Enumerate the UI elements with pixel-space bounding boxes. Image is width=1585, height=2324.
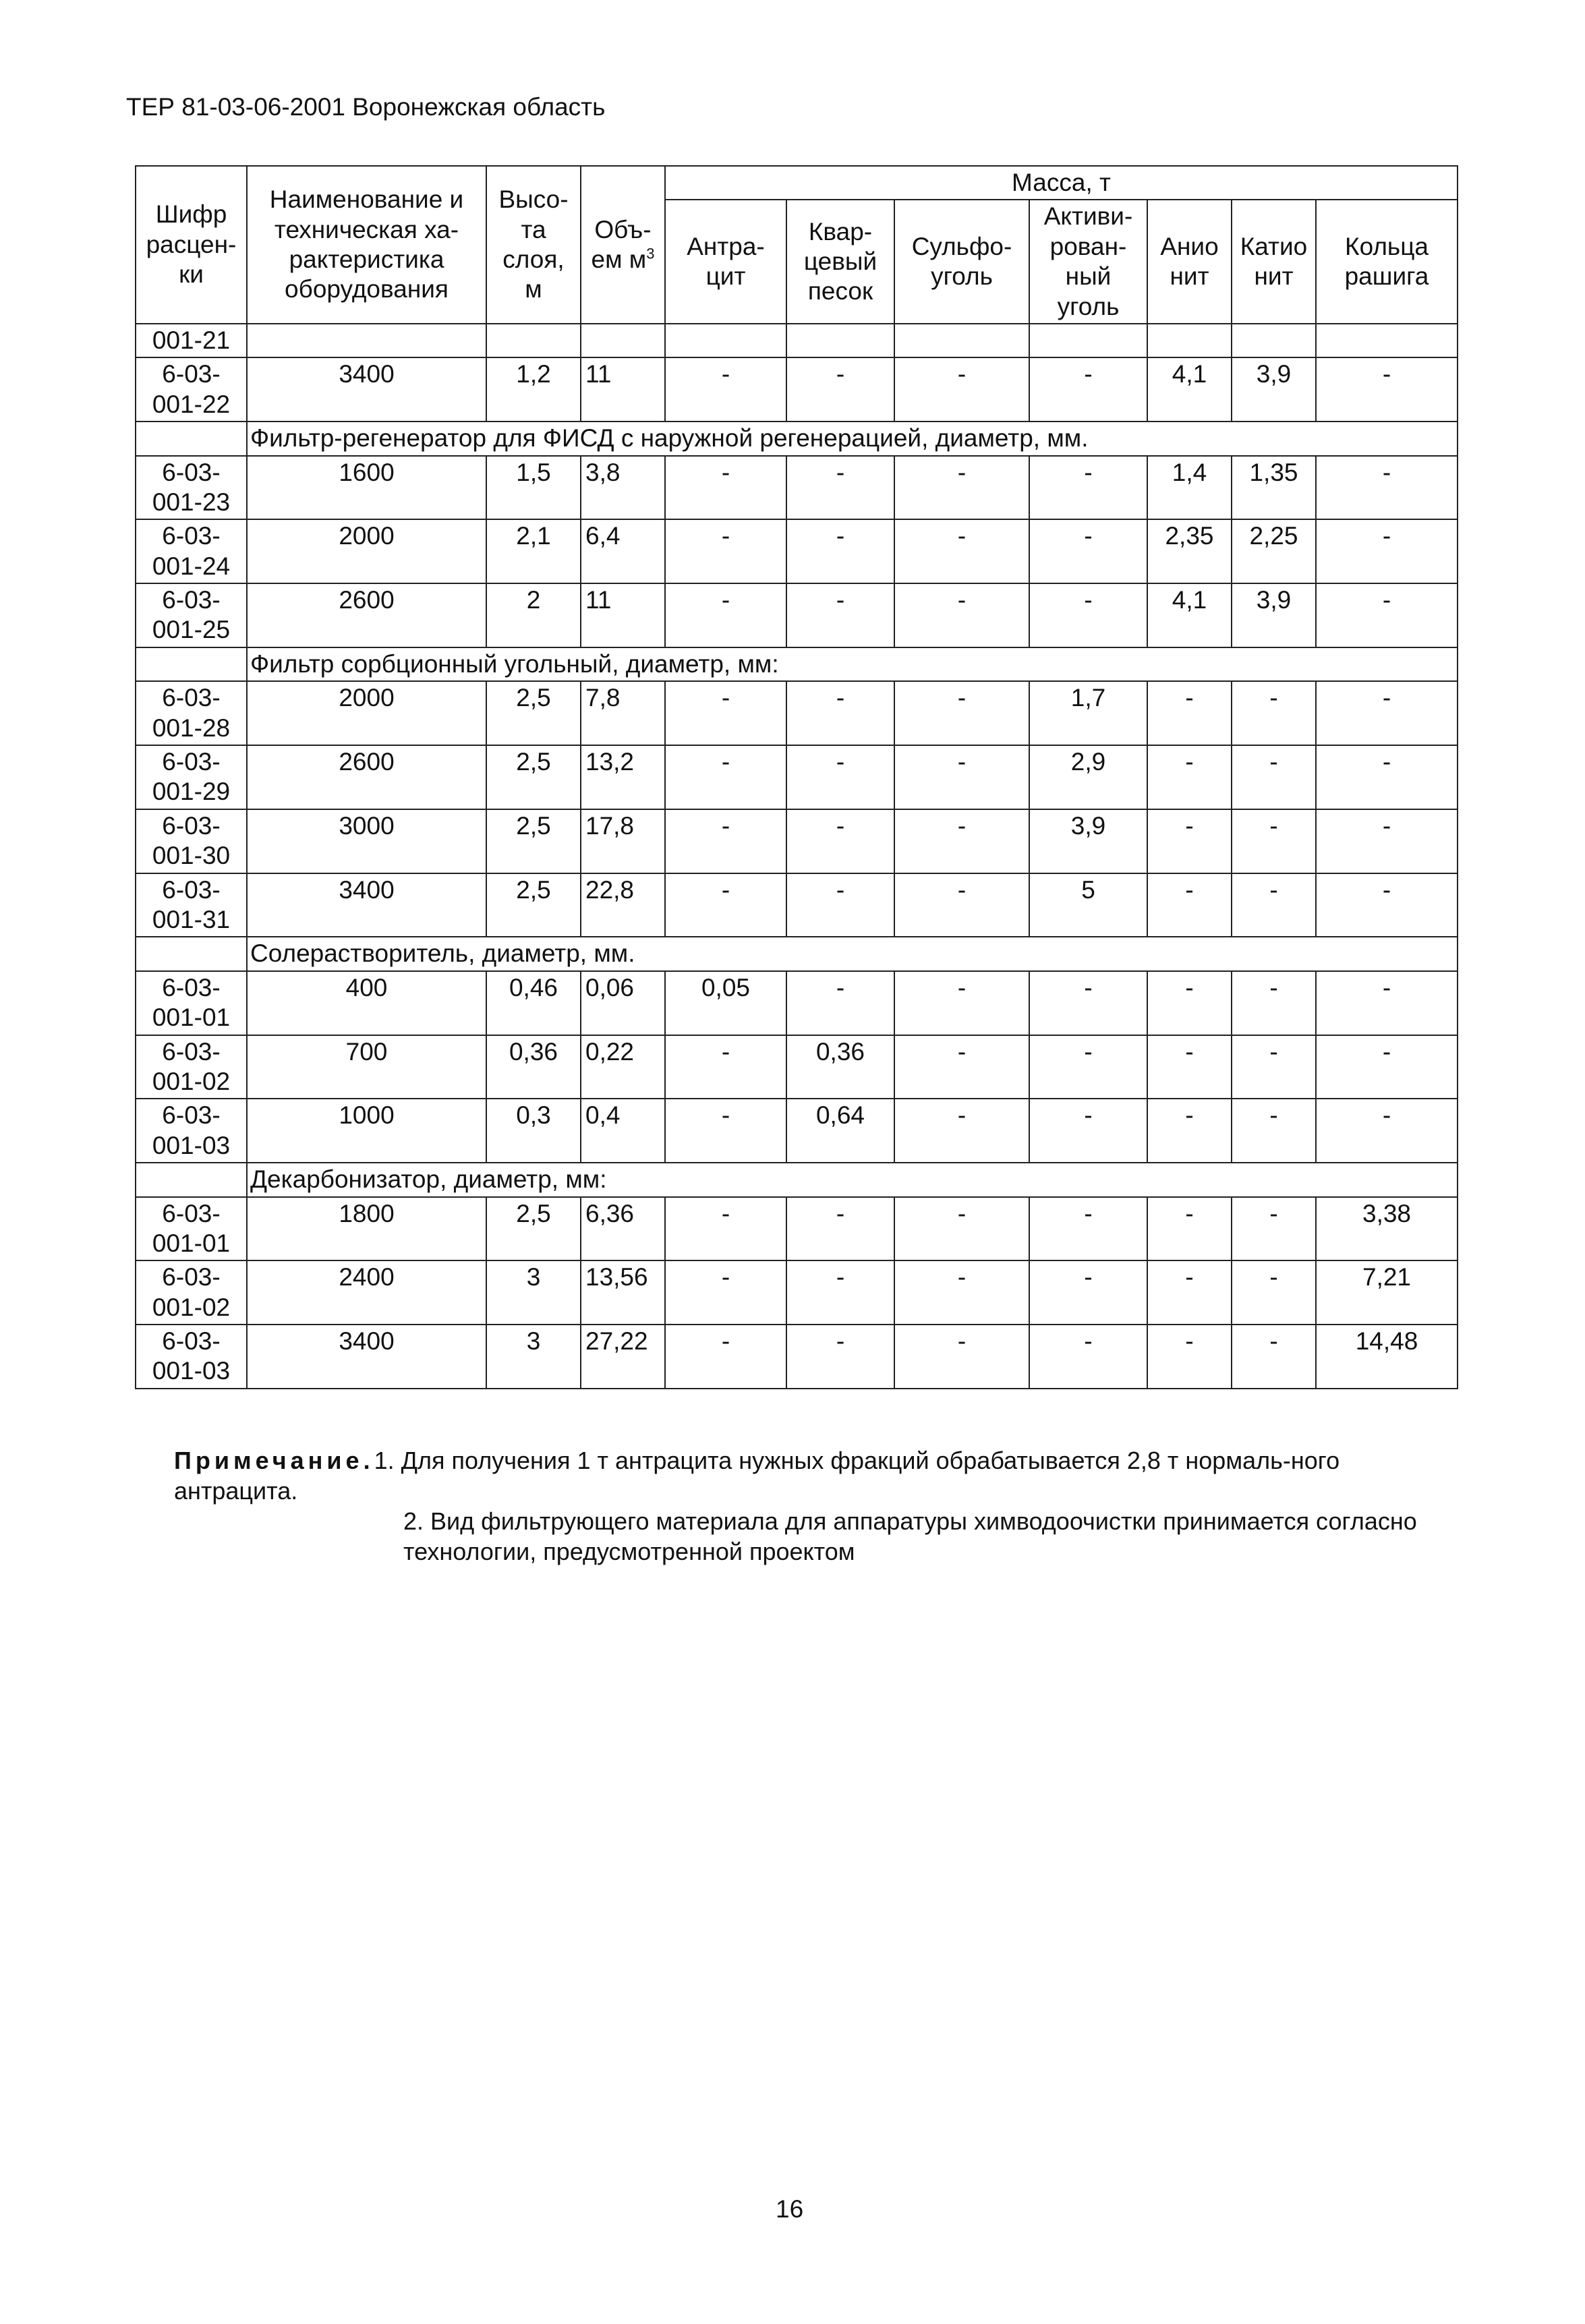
mass-cell: - <box>665 456 786 520</box>
mass-cell: - <box>786 1325 894 1389</box>
mass-cell: - <box>1147 1197 1232 1261</box>
mass-cell: 2,9 <box>1029 745 1147 809</box>
mass-cell: - <box>665 1197 786 1261</box>
section-code-cell <box>136 1163 247 1196</box>
empty-cell <box>247 324 486 357</box>
height-cell: 0,3 <box>486 1099 581 1163</box>
mass-cell: - <box>665 745 786 809</box>
mass-cell: - <box>894 971 1029 1035</box>
header-name: Наименование и техническая ха-рактеристика оборудования <box>247 166 486 324</box>
code-cell: 6-03-001-01 <box>136 971 247 1035</box>
mass-cell: - <box>894 1197 1029 1261</box>
header-mass-col: Сульфо-уголь <box>894 200 1029 324</box>
mass-cell: - <box>1147 1325 1232 1389</box>
height-cell: 0,36 <box>486 1035 581 1099</box>
mass-cell: - <box>1232 1260 1316 1325</box>
code-cell: 6-03-001-29 <box>136 745 247 809</box>
mass-cell: 0,36 <box>786 1035 894 1099</box>
mass-cell: - <box>894 681 1029 745</box>
mass-cell: - <box>1029 1035 1147 1099</box>
mass-cell: - <box>1029 583 1147 647</box>
header-mass-col: Анио нит <box>1147 200 1232 324</box>
section-code-cell <box>136 422 247 455</box>
mass-cell: - <box>786 681 894 745</box>
volume-cell: 17,8 <box>581 809 665 873</box>
header-code: Шифр расцен-ки <box>136 166 247 324</box>
volume-cell: 13,56 <box>581 1260 665 1325</box>
name-cell: 1000 <box>247 1099 486 1163</box>
note-item-1 <box>174 1445 1456 1506</box>
header-mass: Масса, т <box>665 166 1458 200</box>
mass-cell: - <box>1147 971 1232 1035</box>
mass-cell: - <box>1029 1099 1147 1163</box>
mass-cell: 2,35 <box>1147 519 1232 583</box>
mass-cell: - <box>786 456 894 520</box>
code-cell: 6-03-001-24 <box>136 519 247 583</box>
empty-cell <box>665 324 786 357</box>
volume-cell: 7,8 <box>581 681 665 745</box>
mass-cell: - <box>786 971 894 1035</box>
header-height: Высо-та слоя, м <box>486 166 581 324</box>
mass-cell: - <box>1316 809 1458 873</box>
mass-cell: - <box>894 745 1029 809</box>
mass-cell: - <box>1316 583 1458 647</box>
section-code-cell <box>136 647 247 681</box>
mass-cell: - <box>786 1260 894 1325</box>
volume-cell: 13,2 <box>581 745 665 809</box>
mass-cell: - <box>665 1325 786 1389</box>
section-title: Декарбонизатор, диаметр, мм: <box>247 1163 1458 1196</box>
table-row <box>136 681 1458 745</box>
mass-cell: - <box>1147 1035 1232 1099</box>
mass-cell: - <box>1316 873 1458 937</box>
table-row <box>136 1260 1458 1325</box>
mass-cell: 3,9 <box>1029 809 1147 873</box>
table-row <box>136 324 1458 357</box>
name-cell: 2000 <box>247 519 486 583</box>
mass-cell: - <box>894 1325 1029 1389</box>
mass-cell: - <box>1316 519 1458 583</box>
code-cell: 6-03-001-28 <box>136 681 247 745</box>
mass-cell: - <box>1316 1035 1458 1099</box>
name-cell: 2600 <box>247 583 486 647</box>
mass-cell: 5 <box>1029 873 1147 937</box>
mass-cell: - <box>665 1035 786 1099</box>
code-cell: 6-03-001-03 <box>136 1325 247 1389</box>
table-body <box>136 324 1458 1389</box>
mass-cell: - <box>786 583 894 647</box>
note <box>174 1445 1456 1567</box>
name-cell: 1800 <box>247 1197 486 1261</box>
mass-cell: 3,9 <box>1232 583 1316 647</box>
mass-cell: - <box>1316 357 1458 422</box>
mass-cell: 4,1 <box>1147 357 1232 422</box>
mass-cell: - <box>894 1035 1029 1099</box>
section-code-cell <box>136 937 247 970</box>
note-label: Примечание. <box>174 1447 374 1474</box>
name-cell: 2600 <box>247 745 486 809</box>
mass-cell: - <box>894 1099 1029 1163</box>
table-row <box>136 873 1458 937</box>
mass-cell: - <box>1316 971 1458 1035</box>
filter-materials-table <box>135 165 1458 1389</box>
table-row <box>136 971 1458 1035</box>
mass-cell: - <box>1147 873 1232 937</box>
header-mass-col: Квар-цевый песок <box>786 200 894 324</box>
section-title: Солерастворитель, диаметр, мм. <box>247 937 1458 970</box>
section-row <box>136 937 1458 970</box>
note-item-1-text: 1. Для получения 1 т антрацита нужных фракций обрабатывается 2,8 т нормаль-ного антрацита. <box>174 1447 1340 1505</box>
mass-cell: - <box>786 809 894 873</box>
mass-cell: - <box>665 809 786 873</box>
height-cell: 2,1 <box>486 519 581 583</box>
mass-cell: - <box>1232 873 1316 937</box>
empty-cell <box>486 324 581 357</box>
volume-cell: 0,06 <box>581 971 665 1035</box>
mass-cell: - <box>665 519 786 583</box>
mass-cell: - <box>786 745 894 809</box>
table-row <box>136 519 1458 583</box>
section-row <box>136 1163 1458 1196</box>
table-row <box>136 1325 1458 1389</box>
mass-cell: - <box>894 1260 1029 1325</box>
code-cell: 6-03-001-30 <box>136 809 247 873</box>
mass-cell: - <box>1147 681 1232 745</box>
mass-cell: - <box>1029 1260 1147 1325</box>
mass-cell: - <box>1029 519 1147 583</box>
table-row <box>136 583 1458 647</box>
empty-cell <box>581 324 665 357</box>
mass-cell: - <box>1232 745 1316 809</box>
mass-cell: - <box>786 357 894 422</box>
header-volume <box>581 166 665 324</box>
mass-cell: 14,48 <box>1316 1325 1458 1389</box>
code-cell: 6-03-001-25 <box>136 583 247 647</box>
mass-cell: 1,35 <box>1232 456 1316 520</box>
mass-cell: 3,9 <box>1232 357 1316 422</box>
empty-cell <box>1316 324 1458 357</box>
height-cell: 1,5 <box>486 456 581 520</box>
mass-cell: 2,25 <box>1232 519 1316 583</box>
volume-cell: 6,36 <box>581 1197 665 1261</box>
mass-cell: - <box>894 357 1029 422</box>
header-mass-col: Кольца рашига <box>1316 200 1458 324</box>
mass-cell: - <box>786 1197 894 1261</box>
note-item-2: 2. Вид фильтрующего материала для аппаратуры химводоочистки принимается согласно технологии, предусмотренной проектом <box>403 1507 1417 1565</box>
volume-cell: 27,22 <box>581 1325 665 1389</box>
mass-cell: - <box>1316 745 1458 809</box>
header-volume-sup: 3 <box>646 245 655 262</box>
document-header: ТЕР 81-03-06-2001 Воронежская область <box>126 93 606 121</box>
mass-cell: - <box>1147 1099 1232 1163</box>
mass-cell: - <box>1029 1197 1147 1261</box>
mass-cell: 1,7 <box>1029 681 1147 745</box>
volume-cell: 11 <box>581 357 665 422</box>
height-cell: 3 <box>486 1260 581 1325</box>
name-cell: 400 <box>247 971 486 1035</box>
mass-cell: - <box>1232 971 1316 1035</box>
volume-cell: 0,22 <box>581 1035 665 1099</box>
height-cell: 2,5 <box>486 745 581 809</box>
mass-cell: 3,38 <box>1316 1197 1458 1261</box>
mass-cell: - <box>1029 357 1147 422</box>
mass-cell: - <box>1232 1197 1316 1261</box>
height-cell: 3 <box>486 1325 581 1389</box>
mass-cell: - <box>894 809 1029 873</box>
mass-cell: - <box>1029 1325 1147 1389</box>
mass-cell: - <box>786 519 894 583</box>
volume-cell: 0,4 <box>581 1099 665 1163</box>
mass-cell: - <box>894 519 1029 583</box>
header-mass-col: Активи-рован-ный уголь <box>1029 200 1147 324</box>
section-row <box>136 647 1458 681</box>
mass-cell: - <box>1232 1099 1316 1163</box>
code-cell: 6-03-001-03 <box>136 1099 247 1163</box>
mass-cell: - <box>894 873 1029 937</box>
empty-cell <box>786 324 894 357</box>
mass-cell: 4,1 <box>1147 583 1232 647</box>
mass-cell: - <box>665 583 786 647</box>
header-mass-col: Антра-цит <box>665 200 786 324</box>
mass-cell: - <box>894 583 1029 647</box>
table-row <box>136 1197 1458 1261</box>
table-row <box>136 745 1458 809</box>
mass-cell: - <box>665 1260 786 1325</box>
volume-cell: 11 <box>581 583 665 647</box>
height-cell: 2 <box>486 583 581 647</box>
mass-cell: - <box>665 873 786 937</box>
volume-cell: 22,8 <box>581 873 665 937</box>
volume-cell: 6,4 <box>581 519 665 583</box>
table-row <box>136 456 1458 520</box>
empty-cell <box>1147 324 1232 357</box>
name-cell: 3000 <box>247 809 486 873</box>
mass-cell: - <box>1316 681 1458 745</box>
height-cell: 1,2 <box>486 357 581 422</box>
section-title: Фильтр-регенератор для ФИСД с наружной регенерацией, диаметр, мм. <box>247 422 1458 455</box>
height-cell: 2,5 <box>486 809 581 873</box>
mass-cell: - <box>1147 1260 1232 1325</box>
code-cell: 6-03-001-02 <box>136 1035 247 1099</box>
code-cell: 6-03-001-22 <box>136 357 247 422</box>
section-row <box>136 422 1458 455</box>
height-cell: 2,5 <box>486 873 581 937</box>
table-row <box>136 357 1458 422</box>
code-cell: 6-03-001-01 <box>136 1197 247 1261</box>
mass-cell: - <box>786 873 894 937</box>
empty-cell <box>1029 324 1147 357</box>
header-volume-text: Объ-ем м <box>591 215 652 273</box>
volume-cell: 3,8 <box>581 456 665 520</box>
mass-cell: - <box>894 456 1029 520</box>
height-cell: 2,5 <box>486 681 581 745</box>
mass-cell: - <box>1232 1325 1316 1389</box>
table-row <box>136 809 1458 873</box>
name-cell: 1600 <box>247 456 486 520</box>
mass-cell: - <box>1316 1099 1458 1163</box>
mass-cell: - <box>665 357 786 422</box>
name-cell: 2400 <box>247 1260 486 1325</box>
mass-cell: - <box>665 1099 786 1163</box>
page-number: 16 <box>776 2195 804 2223</box>
mass-cell: 0,05 <box>665 971 786 1035</box>
name-cell: 700 <box>247 1035 486 1099</box>
header-mass-col: Катио нит <box>1232 200 1316 324</box>
mass-cell: - <box>1232 1035 1316 1099</box>
code-cell: 6-03-001-31 <box>136 873 247 937</box>
empty-cell <box>1232 324 1316 357</box>
code-cell: 6-03-001-02 <box>136 1260 247 1325</box>
name-cell: 3400 <box>247 1325 486 1389</box>
code-cell: 6-03-001-23 <box>136 456 247 520</box>
mass-cell: - <box>1147 745 1232 809</box>
table-header <box>136 166 1458 324</box>
empty-cell <box>894 324 1029 357</box>
table-row <box>136 1099 1458 1163</box>
code-cell: 001-21 <box>136 324 247 357</box>
mass-cell: - <box>1316 456 1458 520</box>
height-cell: 0,46 <box>486 971 581 1035</box>
mass-cell: 0,64 <box>786 1099 894 1163</box>
mass-cell: 1,4 <box>1147 456 1232 520</box>
section-title: Фильтр сорбционный угольный, диаметр, мм: <box>247 647 1458 681</box>
mass-cell: 7,21 <box>1316 1260 1458 1325</box>
mass-cell: - <box>1232 681 1316 745</box>
name-cell: 3400 <box>247 357 486 422</box>
table-row <box>136 1035 1458 1099</box>
height-cell: 2,5 <box>486 1197 581 1261</box>
mass-cell: - <box>1232 809 1316 873</box>
mass-cell: - <box>1029 456 1147 520</box>
name-cell: 3400 <box>247 873 486 937</box>
mass-cell: - <box>1147 809 1232 873</box>
mass-cell: - <box>665 681 786 745</box>
mass-cell: - <box>1029 971 1147 1035</box>
name-cell: 2000 <box>247 681 486 745</box>
